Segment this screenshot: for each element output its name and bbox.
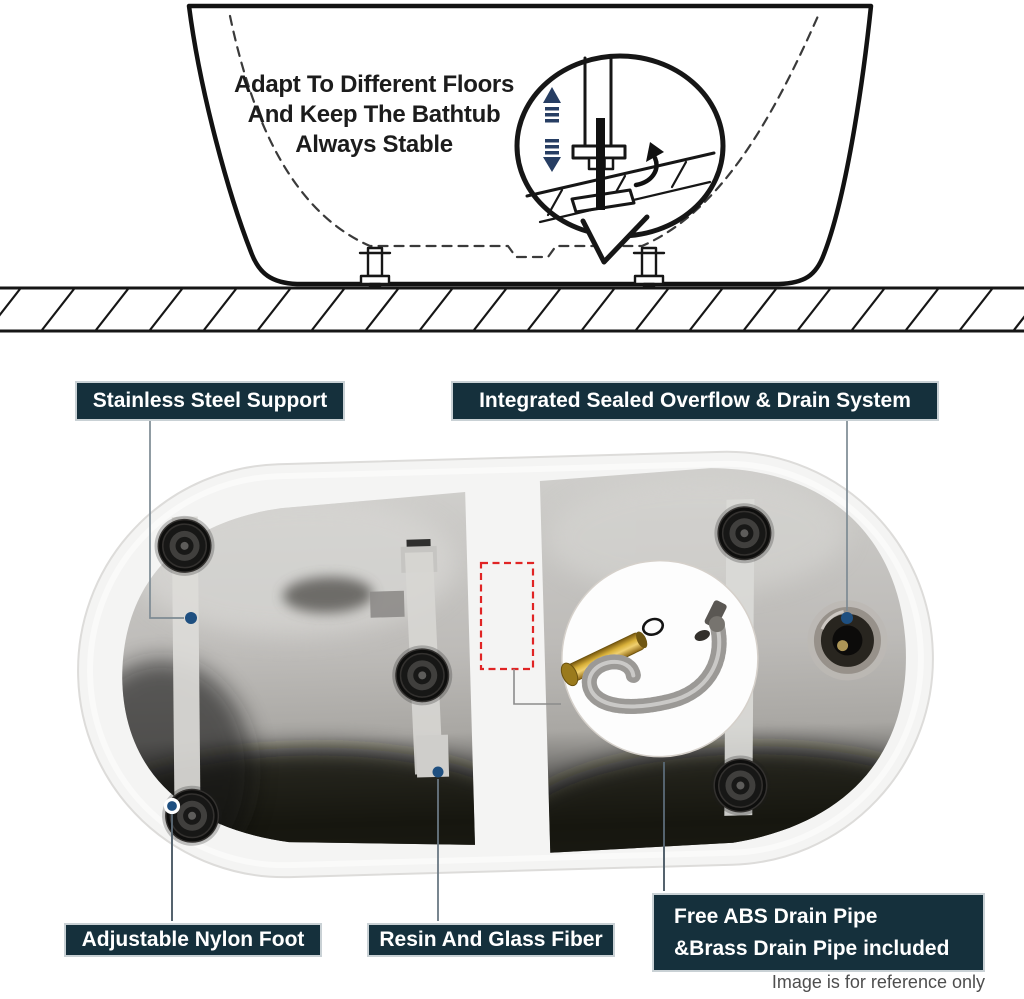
label-text: Integrated Sealed Overflow & Drain System (479, 389, 911, 412)
label-adjustable-nylon-foot (64, 923, 322, 957)
label-free-drain-pipe (652, 893, 985, 972)
label-stainless-steel-support (75, 381, 345, 421)
label-text: Resin And Glass Fiber (379, 928, 603, 951)
label-resin-glass-fiber (367, 923, 615, 957)
callout-dot-steel (185, 612, 197, 624)
callout-dot-foot (166, 800, 179, 813)
label-overflow-drain-system (451, 381, 939, 421)
caption-line-2: And Keep The Bathtub (247, 101, 501, 128)
floor-hatching (0, 288, 1024, 331)
adapt-caption (158, 70, 590, 160)
label-text: Stainless Steel Support (92, 389, 328, 412)
bathtub-underside-photo (54, 445, 971, 925)
caption-line-1: Adapt To Different Floors (233, 71, 515, 98)
caption-line-3: Always Stable (295, 131, 453, 158)
label-text: Adjustable Nylon Foot (81, 928, 305, 951)
reference-note: Image is for reference only (771, 972, 985, 992)
callout-dot-drain (841, 612, 853, 624)
label-text-line-2: &Brass Drain Pipe included (674, 936, 950, 960)
callout-dot-resin (433, 767, 444, 778)
label-text-line-1: Free ABS Drain Pipe (674, 904, 878, 928)
adjustable-bolt (596, 118, 605, 210)
